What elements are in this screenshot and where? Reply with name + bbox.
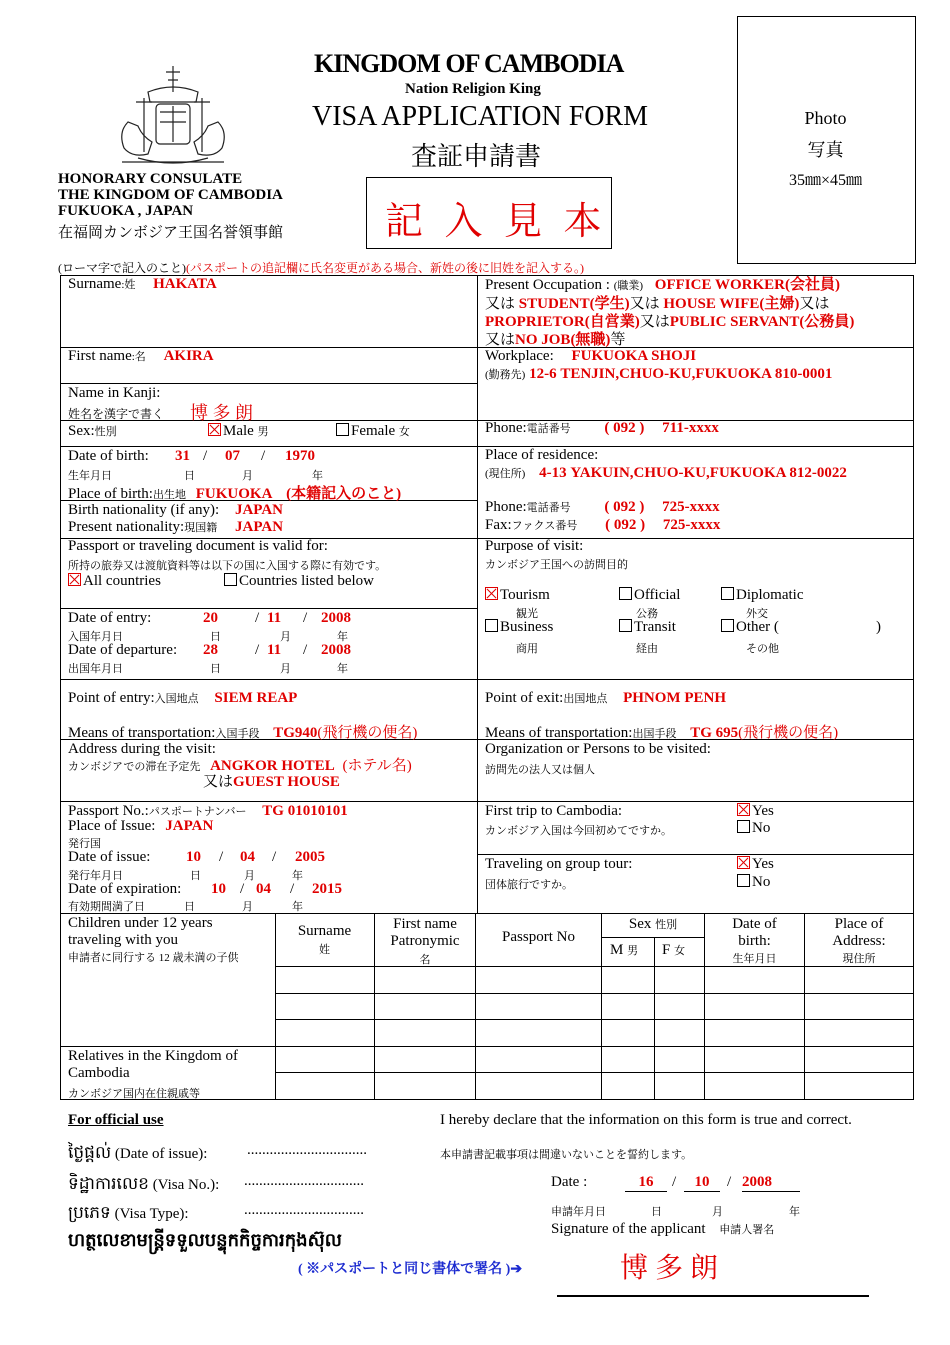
slash: /	[255, 610, 260, 626]
valid-for-label: Passport or traveling document is valid for:	[68, 538, 328, 554]
issue-date-jp: 発行年月日	[68, 870, 123, 882]
issue-date-label: Date of issue:	[68, 849, 151, 865]
issue-year[interactable]: 2005	[295, 849, 325, 865]
children-label: Children under 12 years traveling with you	[68, 915, 213, 948]
sign-day[interactable]: 16	[625, 1174, 667, 1192]
expiration-year[interactable]: 2015	[312, 881, 342, 897]
slash: /	[727, 1174, 732, 1190]
checkbox-icon	[485, 619, 498, 632]
photo-label-jp: 写真	[807, 140, 844, 160]
organization-label: Organization or Persons to be visited:	[485, 741, 711, 757]
year-jp: 年	[292, 901, 303, 913]
day-jp: 日	[184, 901, 195, 913]
official-visa-type: ប្រភេទ (Visa Type):	[68, 1203, 189, 1222]
year-jp: 年	[337, 631, 348, 643]
slash: /	[303, 610, 308, 626]
year-jp: 年	[312, 470, 323, 482]
kanji-name[interactable]: 博 多 朗	[190, 403, 253, 423]
group-tour-label: Traveling on group tour:	[485, 856, 633, 872]
male-checkbox[interactable]: Male 男	[208, 423, 269, 440]
apply-date-jp: 申請年月日	[551, 1206, 606, 1218]
dob-year[interactable]: 1970	[285, 448, 315, 464]
purpose-label-jp: カンボジア王国への訪問目的	[485, 559, 628, 571]
official-checkbox[interactable]: Official	[619, 587, 680, 604]
motto: Nation Religion King	[405, 81, 541, 97]
year-jp: 年	[789, 1206, 800, 1218]
declaration-jp: 本申請書記載事項は間違いないことを誓約します。	[440, 1149, 693, 1161]
departure-jp: 出国年月日	[68, 663, 123, 675]
work-phone-field[interactable]: Phone:電話番号 ( 092 ) 711-xxxx	[485, 420, 719, 436]
group-no-checkbox[interactable]: No	[737, 874, 770, 891]
col-passport-header: Passport No	[502, 929, 575, 945]
month-jp: 月	[712, 1206, 723, 1218]
occupation-field[interactable]: Present Occupation : (職業) OFFICE WORKER(会社員) 又は STUDENT(学生)又は HOUSE WIFE(主婦)又は PROPRIETOR(自営業)又はPUBLIC SERVANT(公務員) 又はNO JOB(無職)等	[485, 277, 855, 348]
official-jp: 公務	[636, 608, 658, 620]
checked-icon	[485, 587, 498, 600]
col-firstname-header: First name Patronymic	[390, 916, 460, 949]
signature-note: ( ※パスポートと同じ書体で署名 )➔	[298, 1262, 523, 1277]
residence-field[interactable]: (現住所) 4-13 YAKUIN,CHUO-KU,FUKUOKA 812-0022	[485, 465, 847, 481]
listed-countries-checkbox[interactable]: Countries listed below	[224, 573, 374, 590]
checked-icon	[208, 423, 221, 436]
relatives-jp: カンボジア国内在住親戚等	[68, 1088, 200, 1100]
diplomatic-jp: 外交	[746, 608, 768, 620]
checkbox-icon	[737, 820, 750, 833]
checkbox-icon	[721, 587, 734, 600]
point-of-exit-field[interactable]: Point of exit:出国地点 PHNOM PENH	[485, 690, 726, 706]
checkbox-icon	[336, 423, 349, 436]
day-jp: 日	[190, 870, 201, 882]
residence-label: Place of residence:	[485, 447, 599, 463]
organization-jp: 訪問先の法人又は個人	[485, 764, 595, 776]
photo-label: Photo	[804, 108, 847, 128]
dob-day[interactable]: 31	[175, 448, 190, 464]
photo-size: 35㎜×45㎜	[788, 172, 863, 189]
group-tour-jp: 団体旅行ですか。	[485, 879, 573, 891]
official-use-label: For official use	[68, 1112, 164, 1128]
expiration-month[interactable]: 04	[256, 881, 271, 897]
month-jp: 月	[242, 470, 253, 482]
entry-year[interactable]: 2008	[321, 610, 351, 626]
departure-month[interactable]: 11	[267, 642, 282, 658]
signature-label: Signature of the applicant 申請人署名	[551, 1221, 775, 1237]
sign-month[interactable]: 10	[684, 1174, 720, 1192]
means-entry-field[interactable]: Means of transportation:入国手段 TG940(飛行機の便名)	[68, 725, 418, 741]
entry-day[interactable]: 20	[203, 610, 218, 626]
month-jp: 月	[242, 901, 253, 913]
form-title: VISA APPLICATION FORM	[312, 101, 649, 132]
official-visa-no: ទិដ្ឋាការលេខ (Visa No.):	[68, 1174, 220, 1193]
checkbox-icon	[619, 619, 632, 632]
checkbox-icon	[737, 874, 750, 887]
slash: /	[272, 849, 277, 865]
slash: /	[219, 849, 224, 865]
other-close: )	[876, 619, 881, 635]
romaji-note: (ローマ字で記入のこと)(パスポートの追記欄に氏名変更がある場合、新姓の後に旧姓を記入する。)	[58, 261, 584, 275]
col-surname-header: Surname	[297, 923, 352, 939]
pob-field[interactable]: Place of birth:出生地 FUKUOKA (本籍記入のこと)	[68, 486, 402, 502]
month-jp: 月	[280, 663, 291, 675]
address-field[interactable]: カンボジアでの滞在予定先 ANGKOR HOTEL (ホテル名)	[68, 758, 412, 774]
consulate-jp: 在福岡カンボジア王国名誉領事館	[58, 225, 284, 241]
issue-place-jp: 発行国	[68, 838, 101, 850]
year-jp: 年	[337, 663, 348, 675]
surname-field[interactable]: Surname:姓 HAKATA	[68, 276, 217, 292]
sample-stamp: 記 入 見 本	[385, 201, 608, 243]
month-jp: 月	[280, 631, 291, 643]
transit-checkbox[interactable]: Transit	[619, 619, 676, 636]
month-jp: 月	[244, 870, 255, 882]
first-trip-jp: カンボジア入国は今回初めてですか。	[485, 825, 672, 837]
present-nationality-field[interactable]: Present nationality:現国籍 JAPAN	[68, 519, 284, 535]
visa-type-dots[interactable]: ................................	[244, 1202, 364, 1218]
checkbox-icon	[619, 587, 632, 600]
kanji-label-jp: 姓名を漢字で書く	[68, 407, 165, 421]
slash: /	[290, 881, 295, 897]
entry-jp: 入国年月日	[68, 631, 123, 643]
col-dob-jp: 生年月日	[732, 953, 777, 965]
point-of-entry-field[interactable]: Point of entry:入国地点 SIEM REAP	[68, 690, 298, 706]
col-m-header: M 男	[610, 942, 639, 958]
business-checkbox[interactable]: Business	[485, 619, 553, 636]
slash: /	[240, 881, 245, 897]
birth-nationality-field[interactable]: Birth nationality (if any): JAPAN	[68, 502, 284, 518]
tourism-jp: 観光	[516, 608, 538, 620]
col-dob-header: Date of birth:	[732, 916, 777, 949]
official-issue-date: ថ្ងៃផ្តល់ (Date of issue):	[68, 1143, 208, 1162]
checkbox-icon	[224, 573, 237, 586]
col-address-header: Place of Address:	[832, 916, 886, 949]
entry-month[interactable]: 11	[267, 610, 282, 626]
slash: /	[255, 642, 260, 658]
applicant-signature[interactable]: 博 多 朗	[620, 1253, 719, 1284]
col-sex-header: Sex 性別	[628, 916, 678, 932]
sex-field[interactable]: Sex:性別	[68, 423, 117, 439]
slash: /	[672, 1174, 677, 1190]
issue-place-field[interactable]: Place of Issue: JAPAN	[68, 818, 214, 834]
royal-coat-of-arms-icon	[108, 62, 238, 170]
dob-jp: 生年月日	[68, 470, 112, 482]
year-jp: 年	[292, 870, 303, 882]
col-firstname-jp: 名	[419, 954, 431, 966]
business-jp: 商用	[516, 643, 538, 655]
col-f-header: F 女	[662, 942, 686, 958]
col-address-jp: 現住所	[842, 953, 876, 965]
slash: /	[261, 448, 266, 464]
sign-year[interactable]: 2008	[742, 1174, 800, 1192]
issue-day[interactable]: 10	[186, 849, 201, 865]
group-yes-checkbox[interactable]: Yes	[737, 856, 774, 873]
consulate-address: HONORARY CONSULATE THE KINGDOM OF CAMBODIA FUKUOKA , JAPAN	[58, 171, 283, 219]
day-jp: 日	[210, 663, 221, 675]
first-trip-yes-checkbox[interactable]: Yes	[737, 803, 774, 820]
day-jp: 日	[210, 631, 221, 643]
passport-no-field[interactable]: Passport No.:パスポートナンバー TG 01010101	[68, 803, 348, 819]
slash: /	[303, 642, 308, 658]
children-label-jp: 申請者に同行する 12 歳未満の子供	[68, 952, 239, 964]
purpose-label: Purpose of visit:	[485, 538, 584, 554]
day-jp: 日	[651, 1206, 662, 1218]
issue-month[interactable]: 04	[240, 849, 255, 865]
kingdom-title: KINGDOM OF CAMBODIA	[314, 49, 624, 78]
dob-label: Date of birth:	[68, 448, 149, 464]
slash: /	[203, 448, 208, 464]
dob-month[interactable]: 07	[225, 448, 240, 464]
relatives-label: Relatives in the Kingdom of Cambodia	[68, 1048, 238, 1081]
diplomatic-checkbox[interactable]: Diplomatic	[721, 587, 804, 604]
expiration-jp: 有効期間満了日	[68, 901, 145, 913]
firstname-field[interactable]: First name:名 AKIRA	[68, 348, 214, 364]
other-jp: その他	[746, 643, 779, 655]
checked-icon	[68, 573, 81, 586]
checkbox-icon	[721, 619, 734, 632]
kanji-label: Name in Kanji:	[68, 385, 161, 401]
valid-for-jp: 所持の旅券又は渡航資料等は以下の国に入国する際に有効です。	[68, 560, 387, 572]
checked-icon	[737, 856, 750, 869]
day-jp: 日	[184, 470, 195, 482]
means-exit-field[interactable]: Means of transportation:出国手段 TG 695(飛行機の便名)	[485, 725, 839, 741]
workplace-field[interactable]: Workplace: FUKUOKA SHOJI	[485, 348, 697, 364]
declaration: I hereby declare that the information on this form is true and correct.	[440, 1112, 852, 1128]
departure-day[interactable]: 28	[203, 642, 218, 658]
date-label: Date :	[551, 1174, 588, 1190]
address-label: Address during the visit:	[68, 741, 216, 757]
tourism-checkbox[interactable]: Tourism	[485, 587, 550, 604]
expiration-day[interactable]: 10	[211, 881, 226, 897]
first-trip-label: First trip to Cambodia:	[485, 803, 623, 819]
expiration-label: Date of expiration:	[68, 881, 182, 897]
signature-line	[557, 1295, 869, 1297]
address-alt[interactable]: 又はGUEST HOUSE	[203, 774, 340, 790]
female-checkbox[interactable]: Female 女	[336, 423, 410, 440]
other-checkbox[interactable]: Other (	[721, 619, 779, 636]
form-title-jp: 査証申請書	[411, 142, 542, 171]
departure-year[interactable]: 2008	[321, 642, 351, 658]
visa-no-dots[interactable]: ................................	[244, 1173, 364, 1189]
home-phone-field[interactable]: Phone:電話番号 ( 092 ) 725-xxxx	[485, 499, 720, 515]
workplace-address[interactable]: (勤務先) 12-6 TENJIN,CHUO-KU,FUKUOKA 810-0001	[485, 366, 833, 382]
checked-icon	[737, 803, 750, 816]
fax-field[interactable]: Fax:ファクス番号 ( 092 ) 725-xxxx	[485, 517, 721, 533]
officer-signature-label: ហត្ថលេខាមន្ត្រីទទួលបន្ទុកកិច្ចការកុងស៊ុល	[68, 1230, 342, 1250]
issue-date-dots[interactable]: ................................	[247, 1142, 367, 1158]
entry-label: Date of entry:	[68, 610, 152, 626]
all-countries-checkbox[interactable]: All countries	[68, 573, 161, 590]
transit-jp: 経由	[636, 643, 658, 655]
col-surname-jp: 姓	[319, 944, 330, 956]
first-trip-no-checkbox[interactable]: No	[737, 820, 770, 837]
departure-label: Date of departure:	[68, 642, 178, 658]
